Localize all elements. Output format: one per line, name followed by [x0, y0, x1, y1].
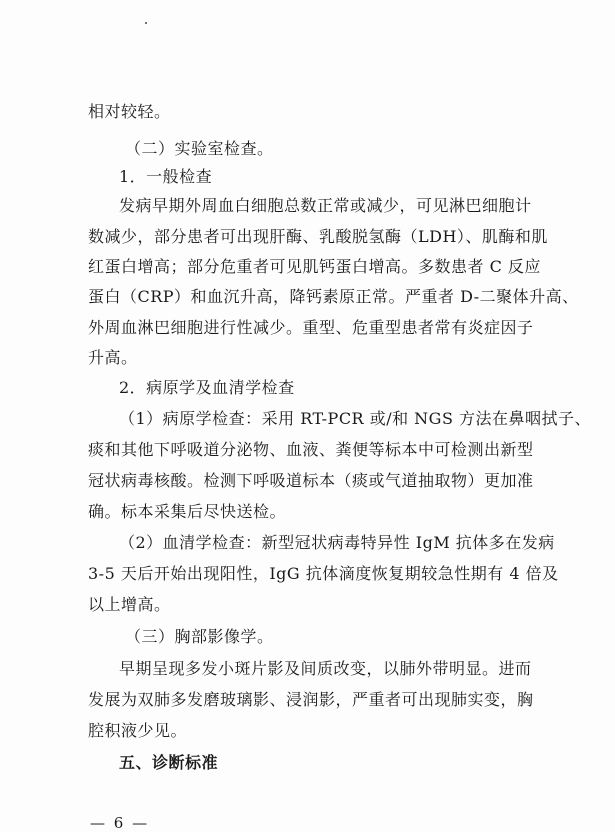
paragraph-line: 红蛋白增高；部分危重者可见肌钙蛋白增高。多数患者 C 反应	[88, 257, 541, 276]
paragraph-line: 冠状病毒核酸。检测下呼吸道标本（痰或气道抽取物）更加准	[88, 471, 534, 490]
paragraph-line: 相对较轻。	[88, 102, 171, 121]
paragraph-line: 蛋白（CRP）和血沉升高，降钙素原正常。严重者 D-二聚体升高、	[88, 287, 579, 306]
section-heading-chest-imaging: （三）胸部影像学。	[125, 627, 274, 646]
paragraph-line: 确。标本采集后尽快送检。	[88, 502, 287, 521]
paragraph-line: 外周血淋巴细胞进行性减少。重型、危重型患者常有炎症因子	[88, 318, 534, 337]
paragraph-line: 3-5 天后开始出现阳性，IgG 抗体滴度恢复期较急性期有 4 倍及	[88, 564, 559, 583]
paragraph-line: 腔积液少见。	[88, 721, 188, 740]
subheading-pathogen-serology: 2．病原学及血清学检查	[119, 378, 295, 397]
paragraph-line: 数减少，部分患者可出现肝酶、乳酸脱氢酶（LDH）、肌酶和肌	[88, 227, 548, 246]
paragraph-line: 发病早期外周血白细胞总数正常或减少，可见淋巴细胞计	[119, 196, 532, 215]
paragraph-line: 痰和其他下呼吸道分泌物、血液、粪便等标本中可检测出新型	[88, 440, 534, 459]
paragraph-line: 以上增高。	[88, 595, 171, 614]
speck-mark	[145, 22, 147, 24]
paragraph-line: （1）病原学检查：采用 RT-PCR 或/和 NGS 方法在鼻咽拭子、	[119, 409, 591, 428]
paragraph-line: 升高。	[88, 348, 138, 367]
section-heading-lab-tests: （二）实验室检查。	[125, 139, 274, 158]
section-heading-diagnostic-criteria: 五、诊断标准	[119, 753, 219, 772]
paragraph-line: （2）血清学检查：新型冠状病毒特异性 IgM 抗体多在发病	[119, 533, 555, 552]
paragraph-line: 早期呈现多发小斑片影及间质改变，以肺外带明显。进而	[119, 659, 532, 678]
page-number: — 6 —	[90, 814, 150, 832]
paragraph-line: 发展为双肺多发磨玻璃影、浸润影，严重者可出现肺实变，胸	[88, 690, 534, 709]
subheading-general-tests: 1．一般检查	[119, 167, 213, 186]
